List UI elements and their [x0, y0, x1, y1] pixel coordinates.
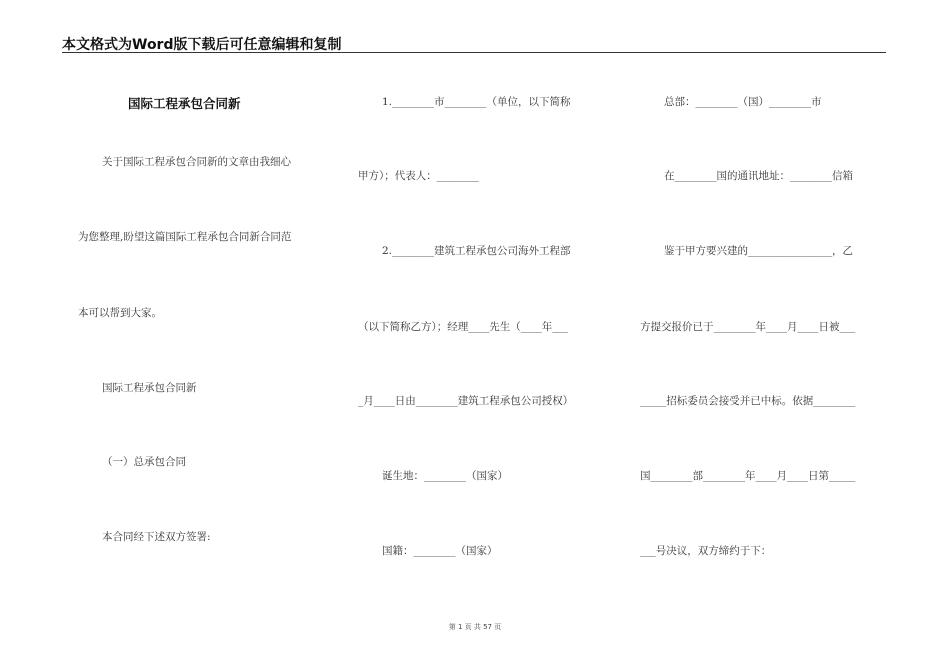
- right-paragraph-line: _____招标委员会接受并已中标。依据________: [640, 395, 856, 407]
- right-paragraph-line: ___号决议，双方缔约于下：: [640, 545, 772, 557]
- middle-paragraph-line: 1.________市________（单位，以下简称: [382, 96, 571, 108]
- middle-paragraph-line: 2.________建筑工程承包公司海外工程部: [382, 245, 571, 257]
- page-number: 第 1 页 共 57 页: [448, 623, 502, 631]
- middle-paragraph-line: （以下简称乙方）；经理____先生（____年___: [358, 321, 568, 333]
- left-paragraph-line: 本合同经下述双方签署:: [102, 531, 211, 543]
- header-divider: [62, 52, 886, 53]
- middle-paragraph-line: 诞生地：________（国家）: [382, 470, 508, 482]
- middle-paragraph-line: 甲方）；代表人：________: [358, 170, 479, 182]
- document-header-title: 本文格式为Word版下载后可任意编辑和复制: [62, 37, 342, 53]
- left-paragraph-line: 关于国际工程承包合同新的文章由我细心: [102, 156, 291, 168]
- right-paragraph-line: 在________国的通讯地址：________信箱: [664, 170, 853, 182]
- right-paragraph-line: 方提交报价已于________年____月____日被___: [640, 321, 856, 333]
- middle-paragraph-line: 国籍：________（国家）: [382, 545, 498, 557]
- right-paragraph-line: 总部：________（国）________市: [664, 96, 822, 108]
- left-paragraph-line: 本可以帮到大家。: [78, 307, 162, 319]
- right-paragraph-line: 鉴于甲方要兴建的________________，乙: [664, 245, 853, 257]
- document-title: 国际工程承包合同新: [128, 96, 241, 111]
- section-heading: 国际工程承包合同新: [102, 382, 197, 394]
- left-paragraph-line: 为您整理,盼望这篇国际工程承包合同新合同范: [78, 231, 292, 243]
- subsection-heading: （一）总承包合同: [102, 456, 186, 468]
- right-paragraph-line: 国________部________年____月____日第_____: [640, 470, 856, 482]
- middle-paragraph-line: _月____日由________建筑工程承包公司授权）: [358, 395, 574, 407]
